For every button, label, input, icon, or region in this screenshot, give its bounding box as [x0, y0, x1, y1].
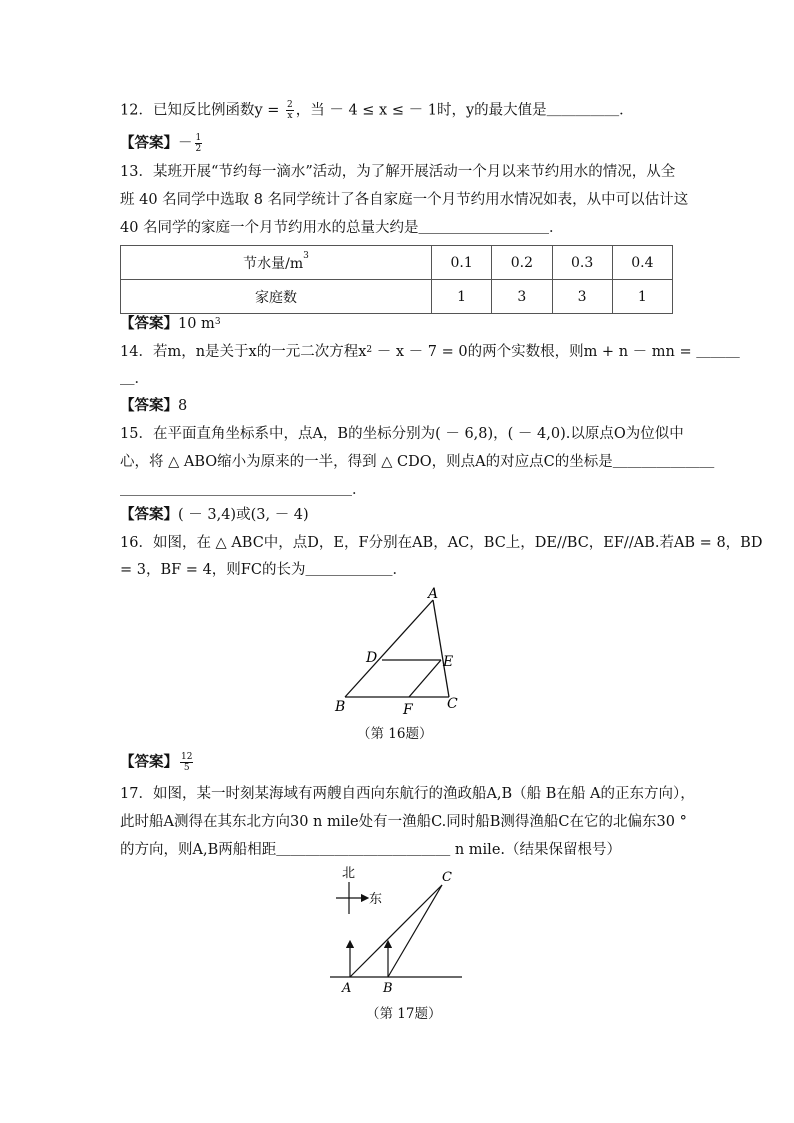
q12-text-b: ，当 － 4 ≤ x ≤ － 1时，y的最大值是＿＿＿＿＿．	[295, 102, 634, 119]
q12-answer-sign: －	[178, 135, 193, 152]
label-c: C	[447, 696, 458, 712]
label-a: A	[428, 586, 439, 602]
answer-label: 【答案】	[120, 753, 178, 771]
label-b: B	[383, 981, 393, 995]
q15-line-2: 心，将 △ ABO缩小为原来的一半，得到 △ CDO，则点A的对应点C的坐标是＿＿＿＿＿＿＿	[120, 454, 715, 470]
q12-stem	[120, 100, 634, 121]
q12-answer-fraction: $\frac{1}{2}$	[195, 133, 202, 154]
q12-text-a: 12．已知反比例函数y =	[120, 102, 285, 119]
table-row	[121, 280, 673, 314]
triangle-figure-16	[325, 580, 475, 720]
table-cell: 0.1	[432, 246, 492, 280]
answer-label: 【答案】	[120, 397, 178, 414]
side-ab	[345, 600, 433, 697]
table-cell: 3	[552, 280, 612, 314]
north-label: 北	[342, 866, 356, 881]
q17-line-2: 此时船A测得在其东北方向30 n mile处有一渔船C.同时船B测得渔船C在它的北偏东30 °	[120, 814, 687, 830]
label-d: D	[366, 650, 378, 666]
answer-label: 【答案】	[120, 506, 178, 523]
figure-17-caption: （第 17题）	[366, 1006, 442, 1022]
figure-16-caption: （第 16题）	[357, 726, 433, 742]
q16-line-1: 16．如图，在 △ ABC中，点D，E，F分别在AB，AC，BC上，DE//BC，EF//AB.若AB = 8，BD	[120, 535, 763, 551]
q12-fraction: $\frac{2}{x}$	[287, 100, 293, 121]
label-a: A	[342, 981, 352, 995]
table-cell: 1	[612, 280, 672, 314]
answer-label: 【答案】	[120, 134, 178, 152]
label-c: C	[442, 870, 452, 885]
side-ac	[433, 600, 449, 697]
q16-answer	[120, 752, 195, 773]
q13-answer-text: 10 m	[178, 316, 215, 332]
q15-line-1: 15．在平面直角坐标系中，点A，B的坐标分别为( － 6,8)，( － 4,0).以原点O为位似中	[120, 426, 684, 442]
q14-line-2: ＿．	[120, 371, 149, 387]
q15-answer: 【答案】( － 3,4)或(3, － 4)	[120, 506, 309, 523]
label-e: E	[443, 654, 454, 670]
q13-answer: 【答案】10 $m^3$	[120, 315, 221, 332]
east-label: 东	[369, 892, 383, 907]
q16-line-2: = 3，BF = 4，则FC的长为＿＿＿＿＿＿．	[120, 562, 407, 578]
segment-ef	[409, 660, 441, 697]
q13-line-2: 班 40 名同学中选取 8 名同学统计了各自家庭一个月节约用水情况如表，从中可以估计这	[120, 192, 689, 208]
q15-line-3: ＿＿＿＿＿＿＿＿＿＿＿＿＿＿＿＿．	[120, 482, 367, 498]
q17-line-1: 17．如图，某一时刻某海域有两艘自西向东航行的渔政船A,B（船 B在船 A的正东方向），	[120, 786, 695, 802]
q12-answer	[120, 133, 204, 154]
table-header-cell: 家庭数	[121, 280, 432, 314]
table-cell: 0.4	[612, 246, 672, 280]
answer-label: 【答案】	[120, 315, 178, 332]
table-cell: 0.3	[552, 246, 612, 280]
q13-line-1: 13．某班开展“节约每一滴水”活动，为了解开展活动一个月以来节约用水的情况，从全	[120, 164, 676, 180]
q14-line-1: 14．若m，n是关于x的一元二次方程$x^2 - x - 7 = 0$的两个实数根，则m + n － mn = ＿＿＿	[120, 344, 740, 360]
table-header-cell: 节水量$/m^3$	[121, 246, 432, 280]
q13-line-3: 40 名同学的家庭一个月节约用水的总量大约是＿＿＿＿＿＿＿＿＿．	[120, 220, 564, 236]
q17-line-3: 的方向，则A,B两船相距＿＿＿＿＿＿＿＿＿＿＿＿ n mile.（结果保留根号）	[120, 842, 622, 858]
label-f: F	[403, 702, 413, 718]
table-cell: 1	[432, 280, 492, 314]
q14-answer: 【答案】8	[120, 397, 188, 414]
table-cell: 0.2	[492, 246, 552, 280]
water-saving-table	[120, 245, 673, 314]
table-cell: 3	[492, 280, 552, 314]
q16-answer-fraction: $\frac{12}{5}$	[181, 752, 193, 773]
table-row	[121, 246, 673, 280]
ships-figure-17	[320, 860, 480, 995]
label-b: B	[335, 699, 346, 715]
